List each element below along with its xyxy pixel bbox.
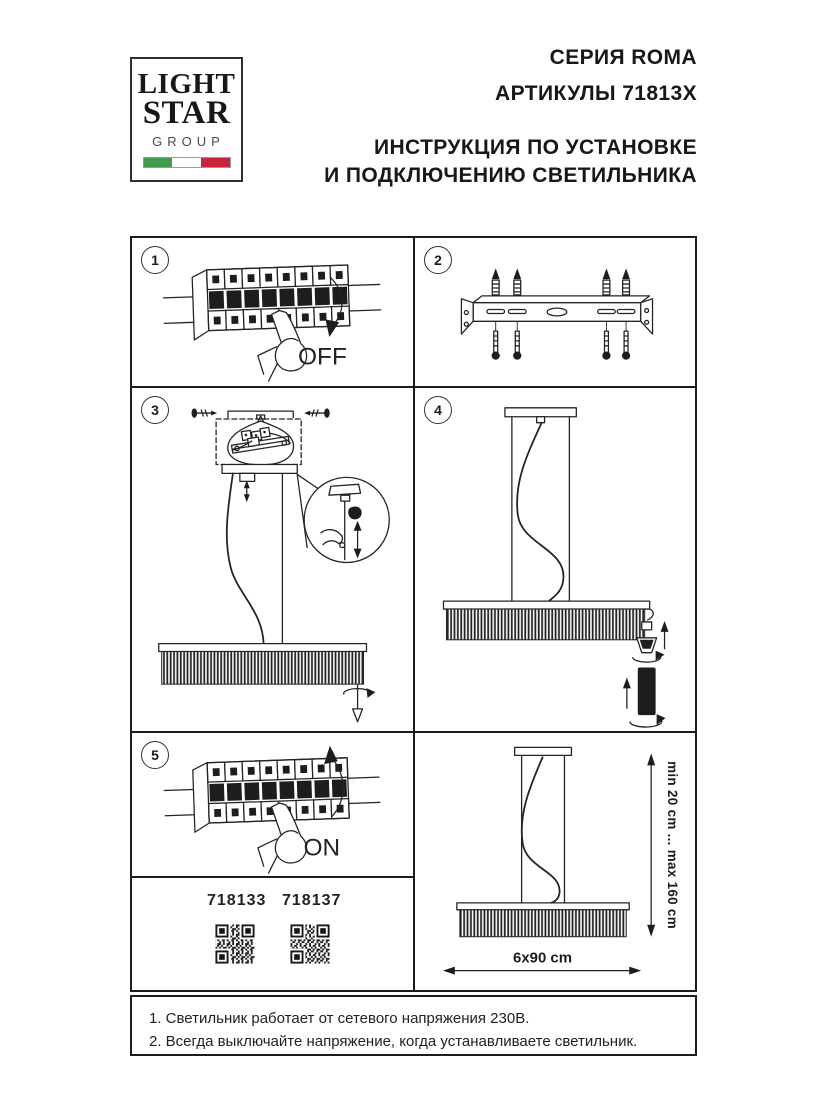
height-range-label: min 20 cm ... max 160 cm [665, 761, 681, 929]
cable-lock-box [240, 473, 255, 481]
fringe-shade [443, 601, 649, 640]
step-2-number-badge: 2 [424, 246, 452, 274]
circuit-breaker-row [163, 264, 382, 341]
breaker-on-illustration [132, 733, 413, 876]
suspension-lamp-illustration [415, 388, 695, 731]
fringe-shade [159, 644, 367, 685]
note-line-2: 2. Всегда выключайте напряжение, когда устанавливаете светильник. [149, 1033, 638, 1050]
step-1-panel [130, 236, 415, 388]
terminal-balloon [228, 416, 294, 465]
step-4-panel [413, 386, 697, 733]
step-2-panel [413, 236, 697, 388]
power-cord [517, 423, 563, 603]
instruction-title-line2: И ПОДКЛЮЧЕНИЮ СВЕТИЛЬНИКА [324, 164, 697, 187]
rotate-down-arrow-icon [344, 685, 376, 722]
breaker-off-illustration [132, 238, 413, 386]
qr-left-column [207, 892, 267, 990]
power-cord [522, 757, 560, 903]
series-title: СЕРИЯ ROMA [549, 46, 697, 69]
step-4-number-badge: 4 [424, 396, 452, 424]
flag-red-segment [201, 158, 230, 167]
flag-white-segment [172, 158, 201, 167]
width-label: 6x90 cm [513, 949, 573, 967]
step-3-panel [130, 386, 415, 733]
articles-title: АРТИКУЛЫ 71813X [495, 82, 697, 105]
qr-right-code-label: 718137 [282, 892, 342, 909]
italian-flag-stripe [143, 157, 231, 168]
dimensions-panel [413, 731, 697, 992]
cable-adjust-detail-circle [304, 477, 389, 562]
ceiling-bracket [461, 296, 652, 334]
off-label: OFF [297, 343, 347, 371]
ceiling-bar [505, 408, 576, 417]
note-line-1: 1. Светильник работает от сетевого напряжения 230В. [149, 1010, 530, 1027]
small-updown-arrow-icon [244, 480, 250, 502]
suspension-cables [522, 755, 565, 902]
power-cord [227, 473, 264, 645]
on-label: ON [303, 834, 341, 862]
qr-right-column [282, 892, 342, 990]
logo-text-star: STAR [142, 95, 231, 131]
suspension-cables [512, 417, 569, 603]
width-dimension-arrow [443, 967, 641, 975]
step-3-number-badge: 3 [141, 396, 169, 424]
circuit-breaker-row [163, 757, 380, 834]
qr-codes-panel [130, 876, 415, 992]
step-5-number-badge: 5 [141, 741, 169, 769]
qr-code-718137 [283, 917, 337, 971]
wall-anchors [492, 268, 630, 294]
qr-code-718133 [208, 917, 262, 971]
ceiling-bar [515, 747, 572, 755]
lamp-bulb-exploded-view [623, 668, 666, 728]
cord-connector [537, 417, 545, 423]
canopy-wiring-illustration [132, 388, 413, 731]
lightstar-logo [130, 57, 243, 182]
mounting-bracket-illustration [415, 238, 695, 386]
fixture-dimensions-illustration [415, 733, 695, 990]
instruction-steps-grid [130, 236, 697, 992]
step-5-panel [130, 731, 415, 878]
safety-notes-box [130, 995, 697, 1056]
fringe-shade [457, 903, 629, 937]
logo-text-light: LIGHT [137, 68, 236, 100]
flag-green-segment [144, 158, 173, 167]
document-title-block [324, 44, 697, 189]
fixing-screws [492, 331, 631, 360]
qr-left-code-label: 718133 [207, 892, 267, 909]
step-1-number-badge: 1 [141, 246, 169, 274]
instruction-title-line1: ИНСТРУКЦИЯ ПО УСТАНОВКЕ [373, 136, 697, 159]
ceiling-bar [228, 411, 293, 419]
height-dimension-arrow [647, 753, 655, 936]
canopy-bar [222, 465, 297, 474]
logo-text-group: GROUP [152, 134, 225, 149]
